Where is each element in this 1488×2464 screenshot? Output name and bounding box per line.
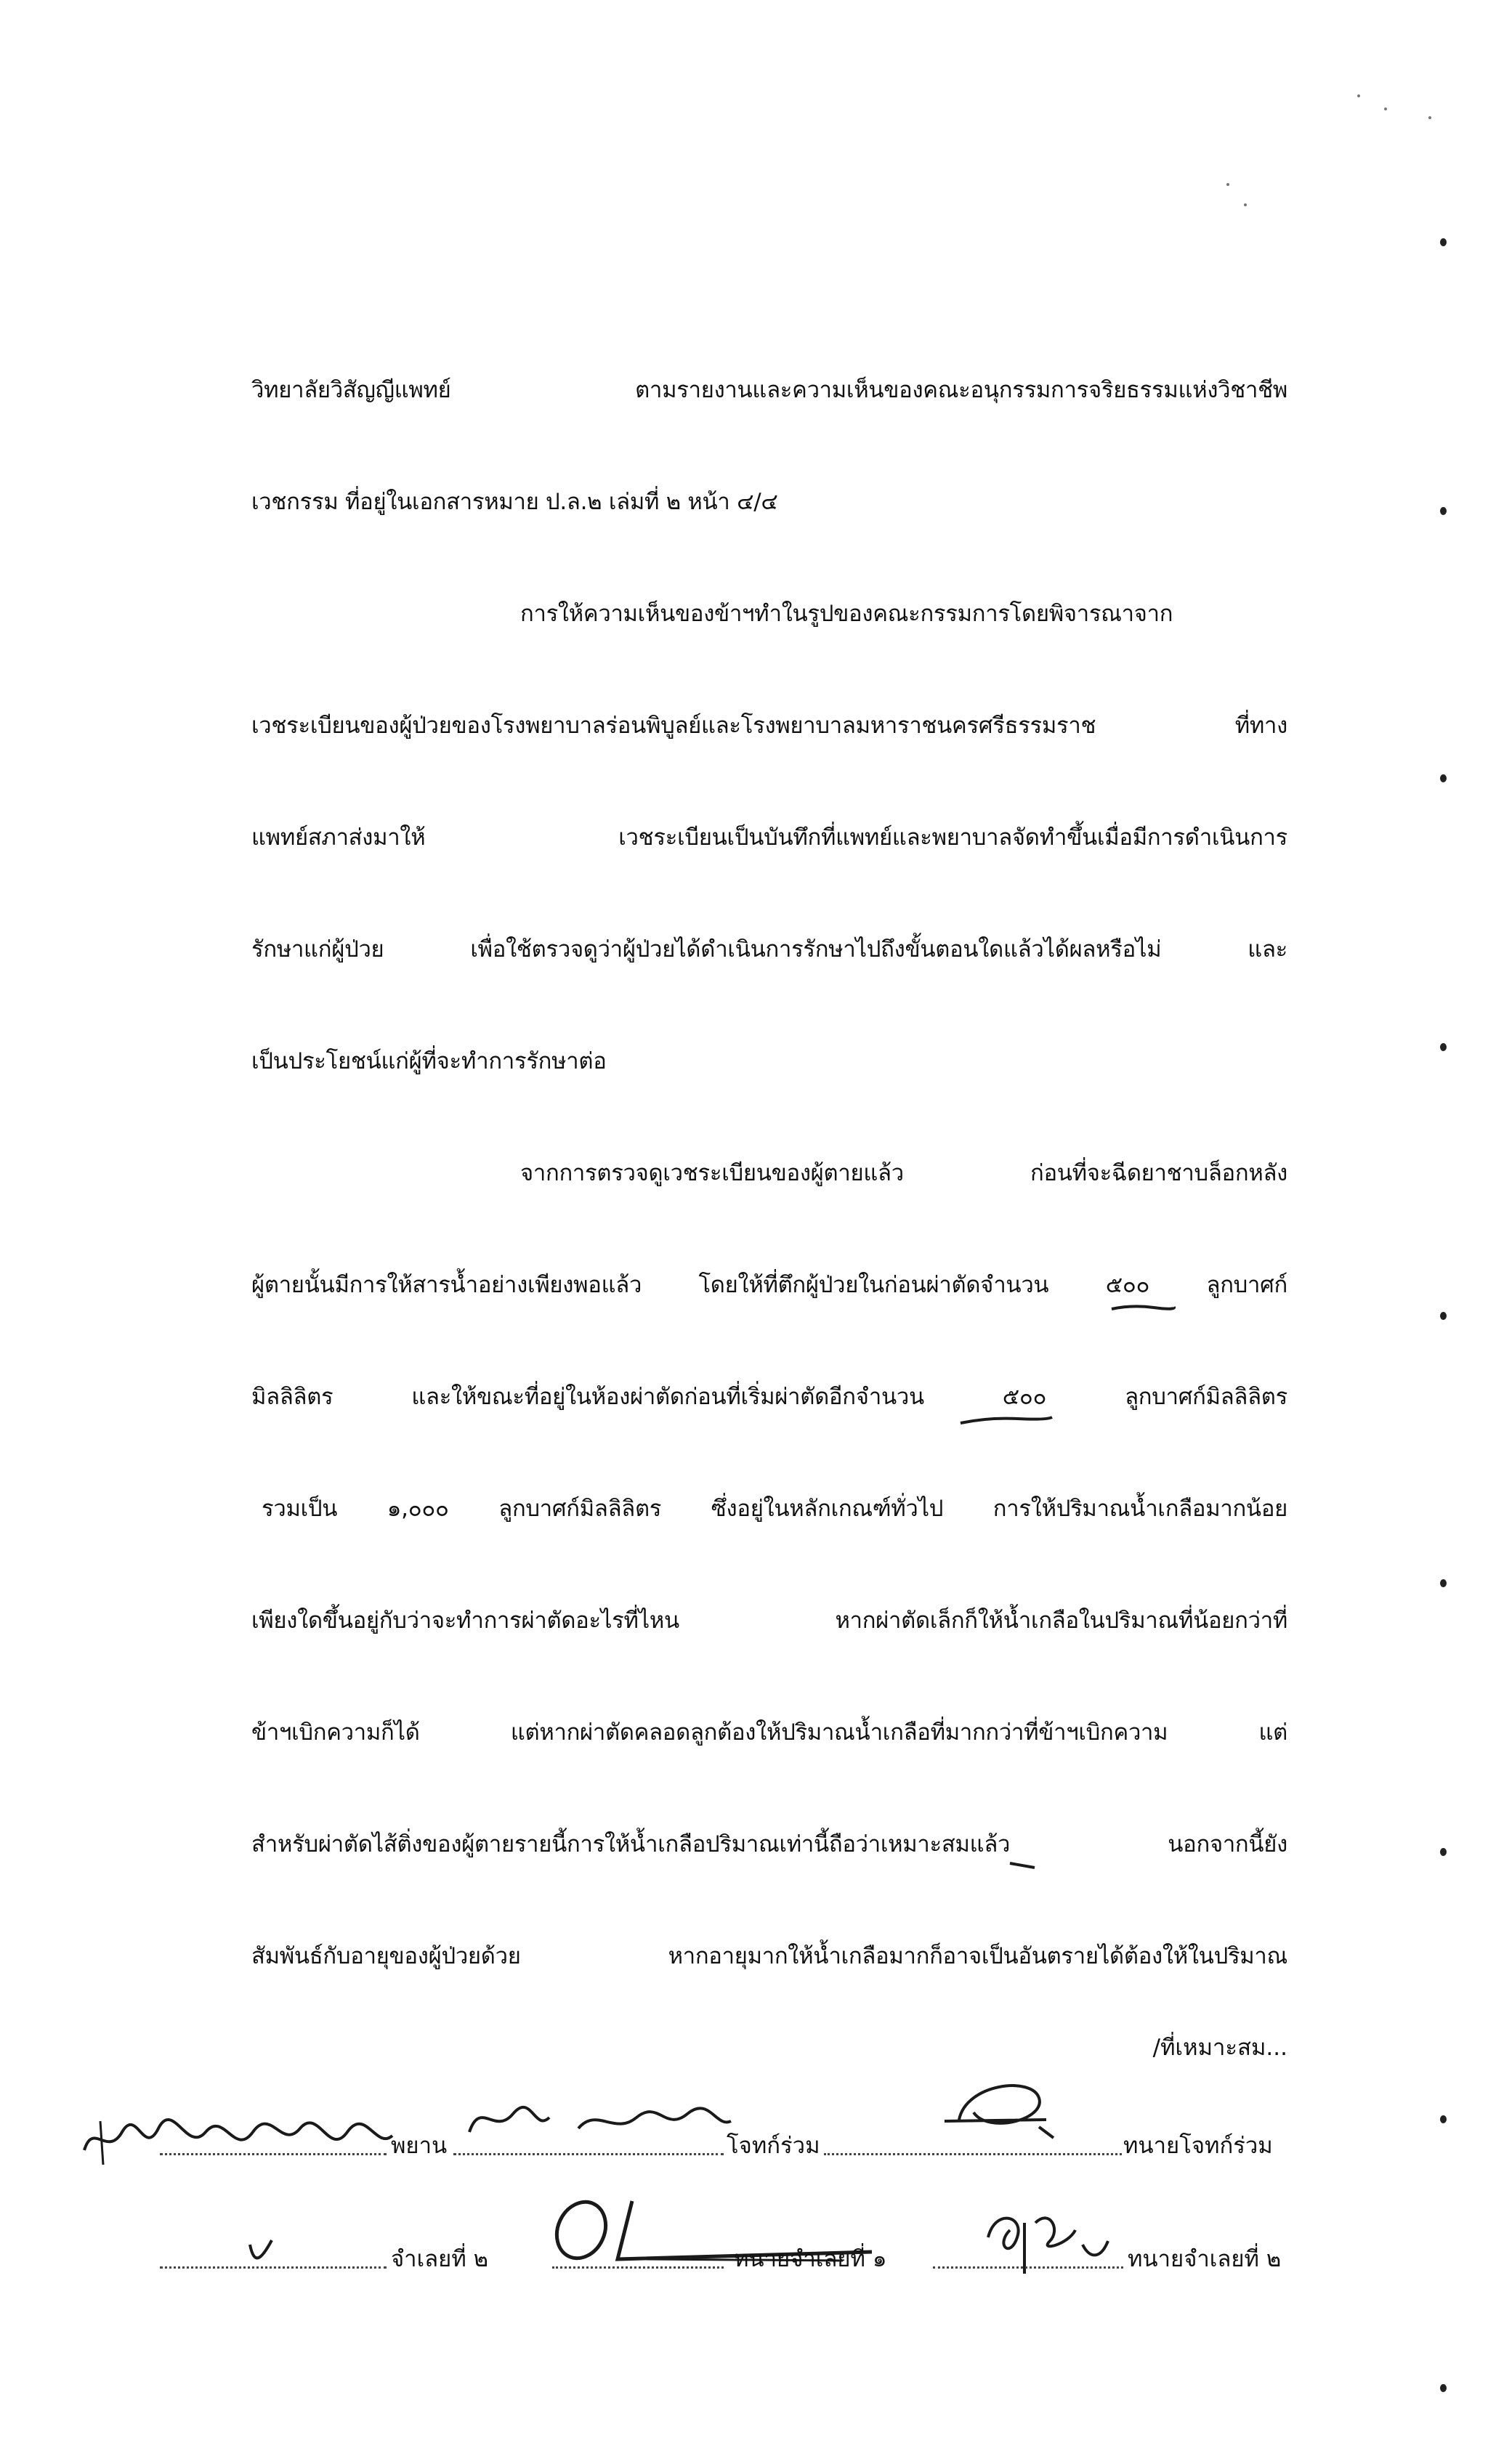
body-line: รักษาแก่ผู้ป่วย เพื่อใช้ตรวจดูว่าผู้ป่วยได้ดำเนินการรักษาไปถึงขั้นตอนใดแล้วได้ผลหรือไม่ และ bbox=[251, 936, 1287, 962]
plaintiff-label: โจทก์ร่วม bbox=[727, 2133, 820, 2159]
margin-dot bbox=[1440, 1312, 1447, 1320]
signature-dotted-line bbox=[453, 2152, 724, 2155]
body-line-indented: การให้ความเห็นของข้าฯทำในรูปของคณะกรรมการโดยพิจารณาจาก bbox=[520, 601, 1173, 627]
scan-speck bbox=[1384, 108, 1387, 110]
scan-speck bbox=[1357, 94, 1360, 97]
body-line: วิทยาลัยวิสัญญีแพทย์ ตามรายงานและความเห็นของคณะอนุกรรมการจริยธรรมแห่งวิชาชีพ bbox=[251, 377, 1287, 403]
scan-speck bbox=[1226, 183, 1229, 186]
handwritten-mark bbox=[1008, 1860, 1038, 1873]
body-line: สัมพันธ์กับอายุของผู้ป่วยด้วย หากอายุมากให้น้ำเกลือมากก็อาจเป็นอันตรายได้ต้องให้ในปริมาณ bbox=[251, 1943, 1287, 1969]
signature-dotted-line bbox=[824, 2152, 1122, 2155]
signature-dotted-line bbox=[933, 2265, 1123, 2269]
scan-speck bbox=[1244, 203, 1247, 206]
witness-signature bbox=[462, 2092, 738, 2153]
handwritten-witness-annotation bbox=[78, 2107, 398, 2175]
handwritten-underline bbox=[959, 1414, 1054, 1429]
body-line: แพทย์สภาส่งมาให้ เวชระเบียนเป็นบันทึกที่แพทย์และพยาบาลจัดทำขึ้นเมื่อมีการดำเนินการ bbox=[251, 824, 1287, 851]
continuation-marker: /ที่เหมาะสม... bbox=[1152, 2035, 1287, 2061]
defendant-lawyer-signature bbox=[981, 2201, 1112, 2284]
margin-dot bbox=[1440, 507, 1447, 515]
margin-dot bbox=[1440, 2384, 1447, 2392]
signature-dotted-line bbox=[160, 2265, 387, 2269]
margin-dot bbox=[1440, 1848, 1447, 1856]
margin-dot bbox=[1440, 1579, 1447, 1587]
margin-dot bbox=[1440, 238, 1447, 246]
handwritten-underline bbox=[1110, 1302, 1176, 1316]
margin-dot bbox=[1440, 1043, 1447, 1051]
defendant2-label: จำเลยที่ ๒ bbox=[391, 2246, 489, 2272]
body-line: มิลลิลิตร และให้ขณะที่อยู่ในห้องผ่าตัดก่อนที่เริ่มผ่าตัดอีกจำนวน ๕๐๐ ลูกบาศก์มิลลิลิตร bbox=[251, 1384, 1287, 1410]
signature-dotted-line bbox=[160, 2152, 387, 2155]
body-line: เวชระเบียนของผู้ป่วยของโรงพยาบาลร่อนพิบูลย์และโรงพยาบาลมหาราชนครศรีธรรมราช ที่ทาง bbox=[251, 713, 1287, 739]
plaintiff-lawyer-label: ทนายโจทก์ร่วม bbox=[1123, 2133, 1273, 2159]
plaintiff-signature bbox=[945, 2069, 1090, 2152]
defendant1-lawyer-label: ทนายจำเลยที่ ๑ bbox=[734, 2246, 887, 2272]
scan-speck bbox=[1428, 116, 1431, 119]
body-line: สำหรับผ่าตัดไส้ติ่งของผู้ตายรายนี้การให้น้ำเกลือปริมาณเท่านี้ถือว่าเหมาะสมแล้ว นอกจากนี้ยัง bbox=[251, 1831, 1287, 1857]
defendant2-lawyer-label: ทนายจำเลยที่ ๒ bbox=[1128, 2246, 1282, 2272]
body-line: ผู้ตายนั้นมีการให้สารน้ำอย่างเพียงพอแล้ว โดยให้ที่ตึกผู้ป่วยในก่อนผ่าตัดจำนวน ๕๐๐ ลูกบาศก์ bbox=[251, 1272, 1287, 1298]
body-line: เพียงใดขึ้นอยู่กับว่าจะทำการผ่าตัดอะไรที่ไหน หากผ่าตัดเล็กก็ให้น้ำเกลือในปริมาณที่น้อยกว่าที่ bbox=[251, 1608, 1287, 1634]
body-line: ข้าฯเบิกความก็ได้ แต่หากผ่าตัดคลอดลูกต้องให้ปริมาณน้ำเกลือที่มากกว่าที่ข้าฯเบิกความ แต่ bbox=[251, 1719, 1287, 1746]
body-line: เป็นประโยชน์แก่ผู้ที่จะทำการรักษาต่อ bbox=[251, 1048, 607, 1074]
margin-dot bbox=[1440, 774, 1447, 782]
body-line: เวชกรรม ที่อยู่ในเอกสารหมาย ป.ล.๒ เล่มที่ ๒ หน้า ๔/๔ bbox=[251, 489, 778, 515]
body-line: รวมเป็น ๑,๐๐๐ ลูกบาศก์มิลลิลิตร ซึ่งอยู่ในหลักเกณฑ์ทั่วไป การให้ปริมาณน้ำเกลือมากน้อย bbox=[262, 1496, 1287, 1522]
witness-label: พยาน bbox=[391, 2133, 448, 2159]
body-line-indented: จากการตรวจดูเวชระเบียนของผู้ตายแล้ว ก่อนที่จะฉีดยาชาบล็อกหลัง bbox=[520, 1160, 1287, 1186]
signature-dotted-line bbox=[552, 2265, 724, 2269]
margin-dot bbox=[1440, 2115, 1447, 2123]
